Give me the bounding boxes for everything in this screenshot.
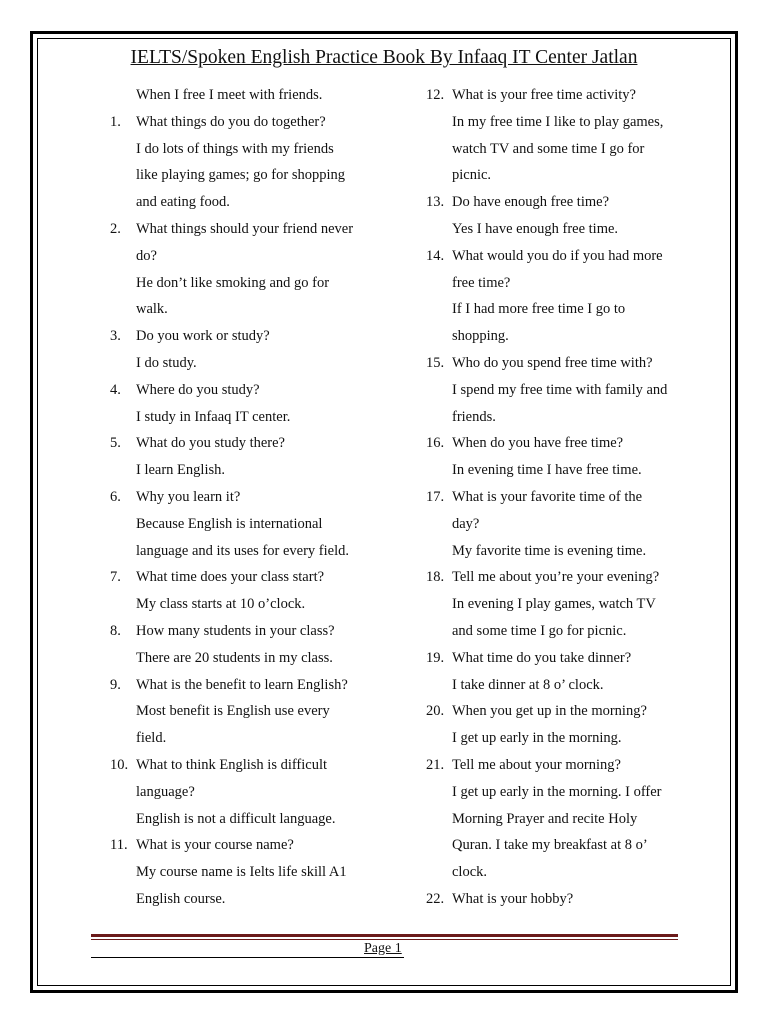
item-text: Tell me about you’re your evening? xyxy=(452,569,660,586)
answer-line xyxy=(110,350,400,377)
answer-line xyxy=(426,323,716,350)
item-text: What would you do if you had more xyxy=(452,247,663,264)
answer-line xyxy=(426,109,716,136)
answer-line xyxy=(426,404,716,431)
item-text: English course. xyxy=(136,890,226,907)
question-line xyxy=(426,564,716,591)
question-line xyxy=(110,430,400,457)
answer-line xyxy=(110,591,400,618)
item-text: like playing games; go for shopping xyxy=(136,167,346,184)
answer-line xyxy=(426,618,716,645)
item-number: 20. xyxy=(426,703,445,720)
item-text: I do study. xyxy=(136,354,197,371)
item-text: In my free time I like to play games, xyxy=(452,113,664,130)
item-text: Do have enough free time? xyxy=(452,194,610,211)
item-text: My class starts at 10 o’clock. xyxy=(136,596,306,613)
item-number: 2. xyxy=(110,220,121,237)
item-text: If I had more free time I go to xyxy=(452,301,626,318)
item-text: I do lots of things with my friends xyxy=(136,140,334,157)
item-number: 21. xyxy=(426,756,445,773)
page-title: IELTS/Spoken English Practice Book By Infaaq IT Center Jatlan xyxy=(130,47,638,68)
question-line xyxy=(426,886,716,913)
item-text: I learn English. xyxy=(136,462,225,479)
item-text: Who do you spend free time with? xyxy=(452,354,653,371)
answer-line xyxy=(110,136,400,163)
item-text: What is your free time activity? xyxy=(452,87,636,103)
item-text: Quran. I take my breakfast at 8 o’ xyxy=(452,837,648,854)
page-number: Page 1 xyxy=(364,941,402,956)
answer-line xyxy=(110,859,400,886)
question-line xyxy=(426,484,716,511)
item-text: free time? xyxy=(452,274,511,291)
item-text: and eating food. xyxy=(136,194,230,211)
item-text: What is your favorite time of the xyxy=(452,488,643,505)
item-text: day? xyxy=(452,515,480,532)
item-text: walk. xyxy=(136,301,168,318)
answer-line xyxy=(426,377,716,404)
item-number: 17. xyxy=(426,488,445,505)
question-line xyxy=(110,216,400,243)
item-text: There are 20 students in my class. xyxy=(136,649,333,666)
item-text: Why you learn it? xyxy=(136,488,241,505)
item-text: Tell me about your morning? xyxy=(452,756,621,773)
item-text: My favorite time is evening time. xyxy=(452,542,647,559)
question-line xyxy=(426,189,716,216)
footer-rule-thick xyxy=(91,934,678,937)
item-text: shopping. xyxy=(452,328,509,345)
item-number: 19. xyxy=(426,649,445,666)
item-number: 15. xyxy=(426,354,445,371)
item-number: 9. xyxy=(110,676,121,693)
item-text: How many students in your class? xyxy=(136,622,335,639)
answer-line xyxy=(426,216,716,243)
item-number: 11. xyxy=(110,837,128,854)
answer-line xyxy=(110,806,400,833)
item-text: What things do you do together? xyxy=(136,113,326,130)
answer-line xyxy=(426,859,716,886)
item-number: 5. xyxy=(110,435,121,452)
answer-line xyxy=(426,538,716,565)
item-text: language? xyxy=(136,783,195,800)
answer-line xyxy=(110,698,400,725)
item-text: watch TV and some time I go for xyxy=(452,140,645,157)
answer-line xyxy=(110,82,400,109)
answer-line xyxy=(110,725,400,752)
question-line xyxy=(426,430,716,457)
answer-line xyxy=(110,189,400,216)
item-text: picnic. xyxy=(452,167,492,184)
footer-underline xyxy=(91,957,404,958)
item-text: field. xyxy=(136,730,167,747)
question-line xyxy=(426,350,716,377)
answer-line xyxy=(110,162,400,189)
answer-line xyxy=(110,243,400,270)
item-text: When I free I meet with friends. xyxy=(136,87,323,103)
item-text: What is your course name? xyxy=(136,837,294,854)
question-line xyxy=(110,484,400,511)
question-line xyxy=(110,672,400,699)
item-text: I study in Infaaq IT center. xyxy=(136,408,291,425)
answer-line xyxy=(110,886,400,913)
item-text: Because English is international xyxy=(136,515,323,532)
answer-line xyxy=(110,296,400,323)
item-text: clock. xyxy=(452,864,488,881)
item-text: What things should your friend never xyxy=(136,220,354,237)
item-text: My course name is Ielts life skill A1 xyxy=(136,864,347,881)
item-text: language and its uses for every field. xyxy=(136,542,349,559)
item-text: Most benefit is English use every xyxy=(136,703,330,720)
question-line xyxy=(426,645,716,672)
question-line xyxy=(110,618,400,645)
left-column xyxy=(110,82,400,913)
item-text: Where do you study? xyxy=(136,381,260,398)
item-text: What time do you take dinner? xyxy=(452,649,632,666)
item-text: He don’t like smoking and go for xyxy=(136,274,330,291)
answer-line xyxy=(426,136,716,163)
footer-rule-thin xyxy=(91,939,678,940)
item-number: 13. xyxy=(426,194,445,211)
item-text: What to think English is difficult xyxy=(136,756,328,773)
item-number: 7. xyxy=(110,569,121,586)
item-number: 16. xyxy=(426,435,445,452)
answer-line xyxy=(110,538,400,565)
item-number: 14. xyxy=(426,247,445,264)
answer-line xyxy=(110,511,400,538)
answer-line xyxy=(426,296,716,323)
item-number: 18. xyxy=(426,569,445,586)
question-line xyxy=(110,323,400,350)
question-line xyxy=(426,243,716,270)
item-text: What time does your class start? xyxy=(136,569,325,586)
item-text: What do you study there? xyxy=(136,435,285,452)
item-number: 4. xyxy=(110,381,121,398)
question-line xyxy=(110,564,400,591)
question-line xyxy=(110,832,400,859)
item-text: When you get up in the morning? xyxy=(452,703,647,720)
answer-line xyxy=(110,404,400,431)
question-line xyxy=(110,377,400,404)
item-text: What is your hobby? xyxy=(452,890,574,907)
item-number: 10. xyxy=(110,756,129,773)
item-text: When do you have free time? xyxy=(452,435,624,452)
answer-line xyxy=(426,591,716,618)
item-number: 3. xyxy=(110,328,121,345)
item-text: friends. xyxy=(452,408,496,425)
question-line xyxy=(110,752,400,779)
item-text: Yes I have enough free time. xyxy=(452,220,619,237)
item-text: I spend my free time with family and xyxy=(452,381,668,398)
item-number: 8. xyxy=(110,622,121,639)
item-number: 12. xyxy=(426,87,445,103)
item-text: and some time I go for picnic. xyxy=(452,622,627,639)
answer-line xyxy=(426,511,716,538)
question-line xyxy=(426,82,716,109)
answer-line xyxy=(426,832,716,859)
item-text: In evening time I have free time. xyxy=(452,462,642,479)
item-text: do? xyxy=(136,247,157,264)
answer-line xyxy=(426,779,716,806)
answer-line xyxy=(426,162,716,189)
answer-line xyxy=(110,779,400,806)
item-text: What is the benefit to learn English? xyxy=(136,676,348,693)
item-text: I get up early in the morning. xyxy=(452,730,622,747)
question-line xyxy=(426,752,716,779)
question-line xyxy=(426,698,716,725)
right-column xyxy=(426,82,716,913)
answer-line xyxy=(110,457,400,484)
item-number: 22. xyxy=(426,890,445,907)
item-text: I take dinner at 8 o’ clock. xyxy=(452,676,604,693)
answer-line xyxy=(426,672,716,699)
answer-line xyxy=(110,645,400,672)
item-text: In evening I play games, watch TV xyxy=(452,596,656,613)
answer-line xyxy=(110,270,400,297)
item-text: Morning Prayer and recite Holy xyxy=(452,810,638,827)
item-text: I get up early in the morning. I offer xyxy=(452,783,662,800)
question-line xyxy=(110,109,400,136)
item-number: 1. xyxy=(110,113,121,130)
answer-line xyxy=(426,806,716,833)
answer-line xyxy=(426,725,716,752)
answer-line xyxy=(426,457,716,484)
item-number: 6. xyxy=(110,488,121,505)
answer-line xyxy=(426,270,716,297)
item-text: English is not a difficult language. xyxy=(136,810,336,827)
item-text: Do you work or study? xyxy=(136,328,270,345)
